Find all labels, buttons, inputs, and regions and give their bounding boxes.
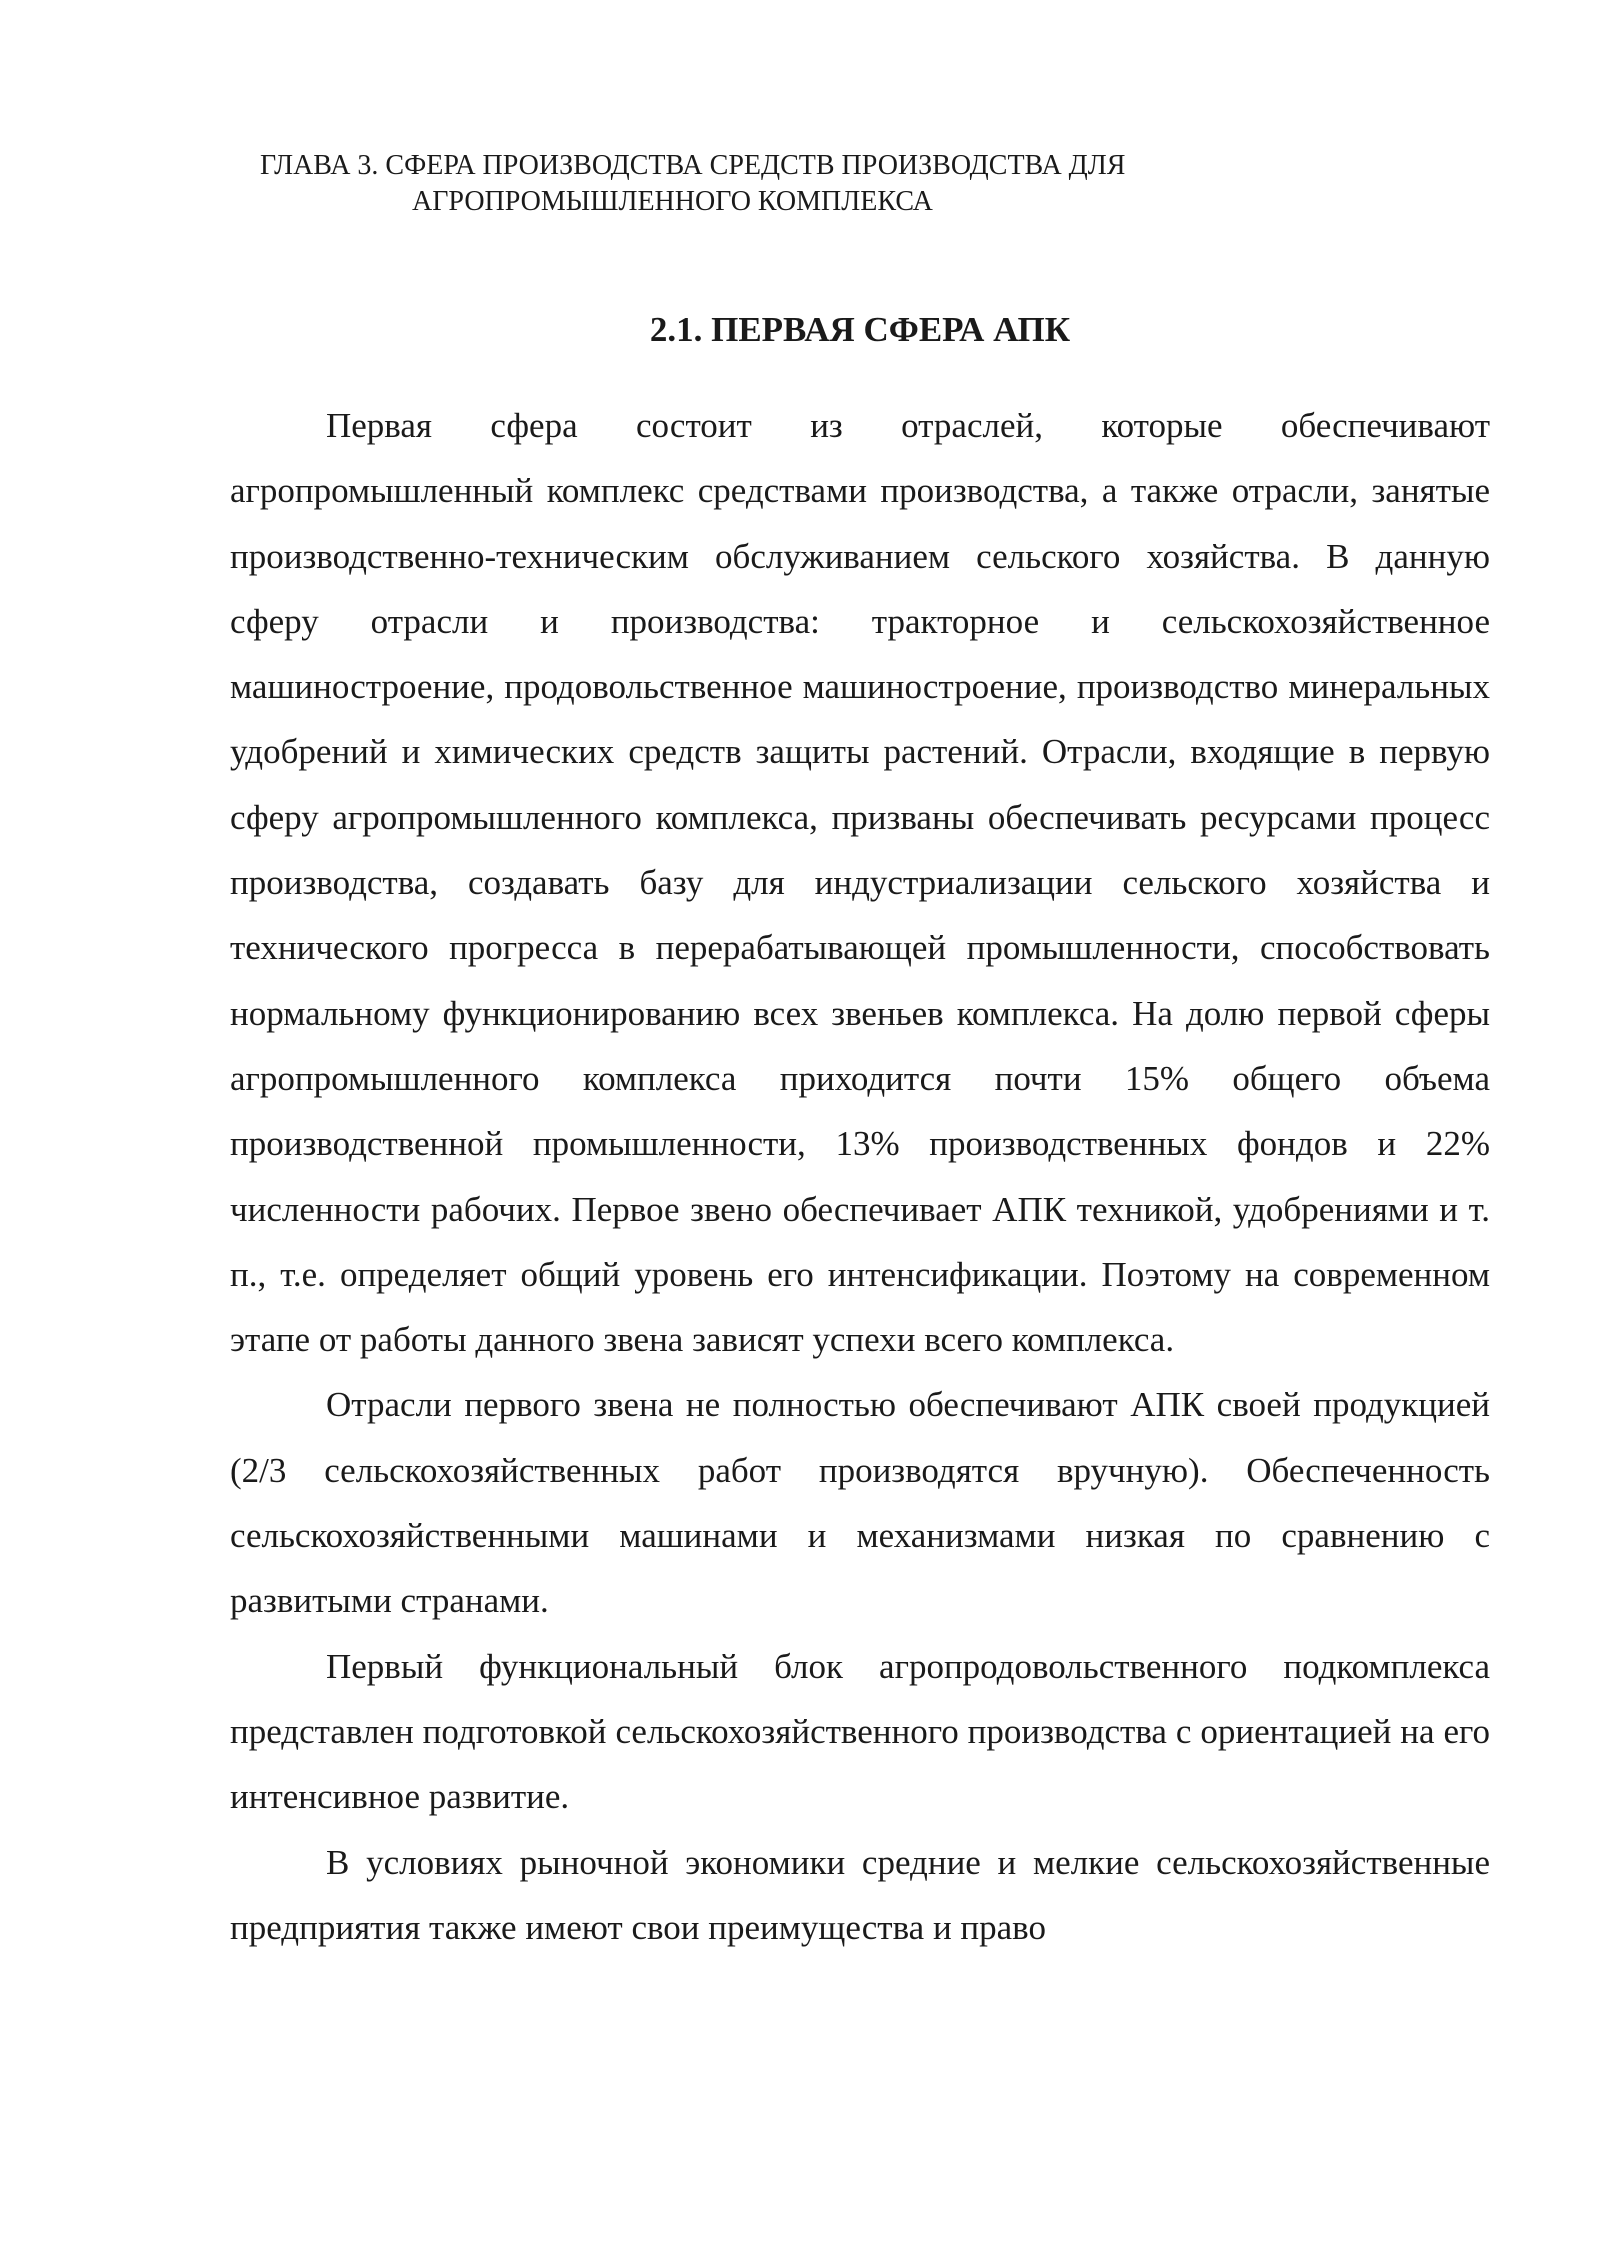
chapter-heading-line-2: АГРОПРОМЫШЛЕННОГО КОМПЛЕКСА [412, 186, 933, 217]
paragraph-4: В условиях рыночной экономики средние и мелкие сельскохозяйственные предприятия также имеют свои преимущества и право [230, 1842, 1490, 1947]
body-text [230, 393, 1490, 1960]
chapter-heading-line-1: ГЛАВА 3. СФЕРА ПРОИЗВОДСТВА СРЕДСТВ ПРОИЗВОДСТВА ДЛЯ [260, 150, 1126, 181]
paragraph-2: Отрасли первого звена не полностью обеспечивают АПК своей продукцией (2/3 сельскохозяйственных работ производятся вручную). Обеспеченность сельскохозяйственными машинами и механизмами низкая по сравнению с развитыми странами. [230, 1385, 1490, 1621]
chapter-heading [220, 148, 1230, 220]
section-title: 2.1. ПЕРВАЯ СФЕРА АПК [649, 310, 1071, 349]
paragraph-1: Первая сфера состоит из отраслей, которые обеспечивают агропромышленный комплекс средствами производства, а также отрасли, занятые производственно-техническим обслуживанием сельского хозяйства. В данную сферу отрасли и производства: тракторное и сельскохозяйственное машиностроение, продовольственное машиностроение, производство минеральных удобрений и химических средств защиты растений. Отрасли, входящие в первую сферу агропромышленного комплекса, призваны обеспечивать ресурсами процесс производства, создавать базу для индустриализации сельского хозяйства и технического прогресса в перерабатывающей промышленности, способствовать нормальному функционированию всех звеньев комплекса. На долю первой сферы агропромышленного комплекса приходится почти 15% общего объема производственной промышленности, 13% производственных фондов и 22% численности рабочих. Первое звено обеспечивает АПК техникой, удобрениями и т. п., т.е. определяет общий уровень его интенсификации. Поэтому на современном этапе от работы данного звена зависят успехи всего комплекса. [230, 406, 1490, 1360]
paragraph-3: Первый функциональный блок агропродовольственного подкомплекса представлен подготовкой сельскохозяйственного производства с ориентацией на его интенсивное развитие. [230, 1646, 1490, 1817]
